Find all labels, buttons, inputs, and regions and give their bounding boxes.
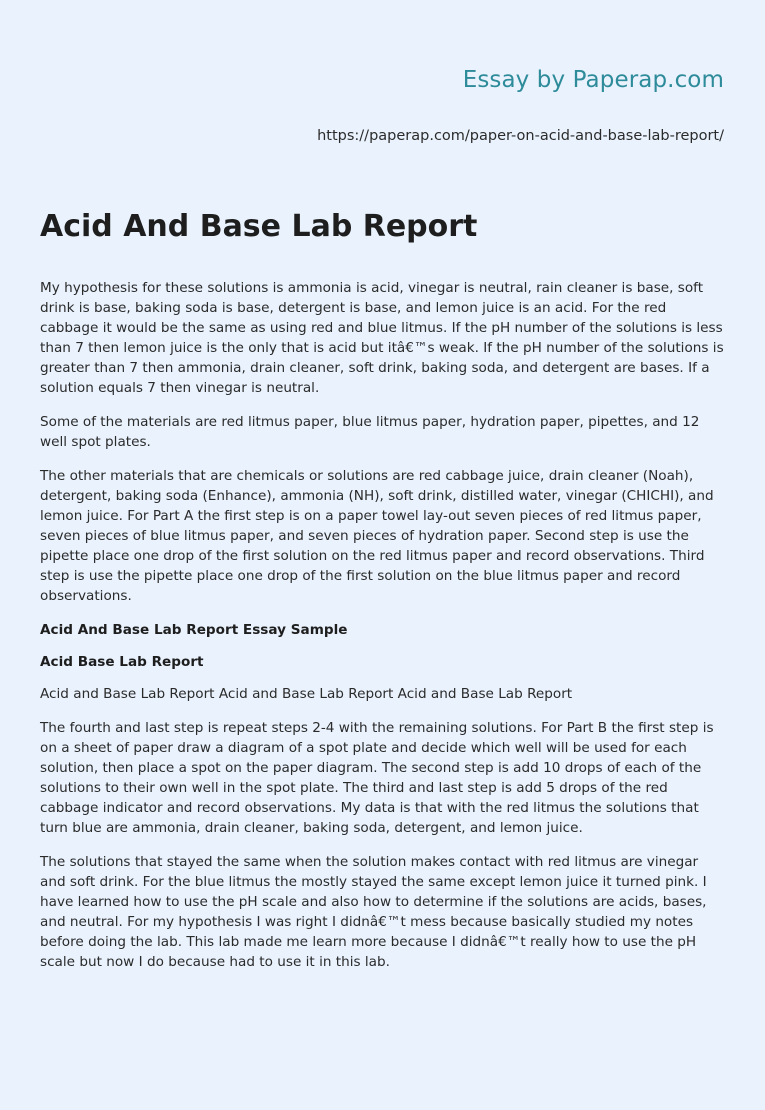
page-title: Acid And Base Lab Report xyxy=(40,209,478,244)
paragraph-procedure-part-a: The other materials that are chemicals or solutions are red cabbage juice, drain cleaner (Noah), detergent, baking soda (Enhance), ammonia (NH), soft drink, distilled water, vinegar (CHICHI), and lemon juice. For Part A the first step is on a paper towel lay-out seven pieces of red litmus paper, seven pieces of blue litmus paper, and seven pieces of hydration paper. Second step is use the pipette place one drop of the first solution on the red litmus paper and record observations. Third step is use the pipette place one drop of the first solution on the blue litmus paper and record observations. xyxy=(40,468,714,604)
paragraph-procedure-part-b: The fourth and last step is repeat steps 2-4 with the remaining solutions. For Part B the first step is on a sheet of paper draw a diagram of a spot plate and decide which well will be used for each solution, then place a spot on the paper diagram. The second step is add 10 drops of each of the solutions to their own well in the spot plate. The third and last step is add 5 drops of the red cabbage indicator and record observations. My data is that with the red litmus the solutions that turn blue are ammonia, drain cleaner, baking soda, detergent, and lemon juice. xyxy=(40,720,714,836)
site-brand[interactable]: Essay by Paperap.com xyxy=(462,67,724,93)
paragraph-conclusion: The solutions that stayed the same when the solution makes contact with red litmus are vinegar and soft drink. For the blue litmus the mostly stayed the same except lemon juice it turned pink. I have learned how to use the pH scale and also how to determine if the solutions are acids, bases, and neutral. For my hypothesis I was right I didnâ€™t mess because basically studied my notes before doing the lab. This lab made me learn more because I didnâ€™t really how to use the pH scale but now I do because had to use it in this lab. xyxy=(40,854,707,970)
article-body xyxy=(40,278,728,986)
subheading-lab-report: Acid Base Lab Report xyxy=(40,654,204,670)
paragraph-hypothesis: My hypothesis for these solutions is ammonia is acid, vinegar is neutral, rain cleaner is base, soft drink is base, baking soda is base, detergent is base, and lemon juice is an acid. For the red cabbage it would be the same as using red and blue litmus. If the pH number of the solutions is less than 7 then lemon juice is the only that is acid but itâ€™s weak. If the pH number of the solutions is greater than 7 then ammonia, drain cleaner, soft drink, baking soda, and detergent are bases. If a solution equals 7 then vinegar is neutral. xyxy=(40,280,724,396)
subheading-essay-sample: Acid And Base Lab Report Essay Sample xyxy=(40,622,348,638)
source-url[interactable]: https://paperap.com/paper-on-acid-and-base-lab-report/ xyxy=(317,128,724,144)
paragraph-materials: Some of the materials are red litmus paper, blue litmus paper, hydration paper, pipettes, and 12 well spot plates. xyxy=(40,414,700,450)
paragraph-repeated-title: Acid and Base Lab Report Acid and Base Lab Report Acid and Base Lab Report xyxy=(40,686,573,702)
